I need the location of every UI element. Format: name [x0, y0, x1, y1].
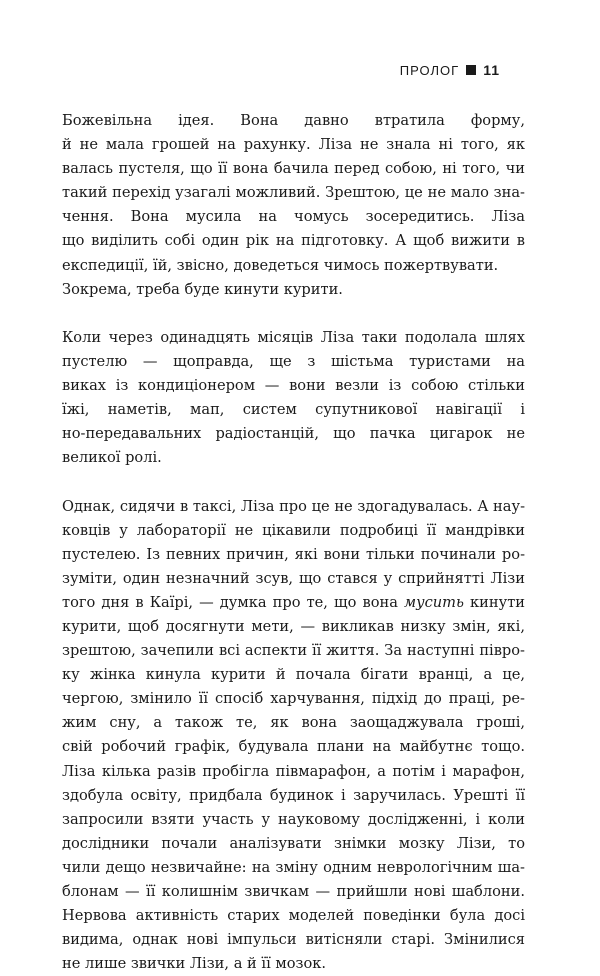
paragraph-2: [62, 326, 525, 471]
paragraph-3: [62, 495, 525, 976]
text-line: свій робочий графік, будувала плани на майбутнє тощо.: [62, 735, 525, 759]
text-line: Ліза кілька разів пробігла півмарафон, а потім і марафон,: [62, 760, 525, 784]
text-line: великої ролі.: [62, 446, 525, 470]
text-line: чення. Вона мусила на чомусь зосередитись. Ліза: [62, 205, 525, 229]
text-line: пустелю — щоправда, ще з шістьма туристами на: [62, 350, 525, 374]
text-line: чили дещо незвичайне: на зміну одним неврологічним ша-: [62, 856, 525, 880]
text-line: Коли через одинадцять місяців Ліза таки подолала шлях: [62, 326, 525, 350]
text-line: валась пустеля, що її вона бачила перед собою, ні того, чи: [62, 157, 525, 181]
square-bullet-icon: [466, 65, 476, 75]
body-text: [62, 109, 525, 976]
text-line: не лише звички Лізи, а й її мозок.: [62, 952, 525, 976]
paragraph-1: [62, 109, 525, 302]
text-line: Божевільна ідея. Вона давно втратила форму,: [62, 109, 525, 133]
text-line: такий перехід узагалі можливий. Зрештою, це не мало зна-: [62, 181, 525, 205]
text-line: ковців у лабораторії не цікавили подробиці її мандрівки: [62, 519, 525, 543]
text-line: блонам — її колишнім звичкам — прийшли нові шаблони.: [62, 880, 525, 904]
text-line: їжі, наметів, мап, систем супутникової навігації і: [62, 398, 525, 422]
text-line: зрештою, зачепили всі аспекти її життя. За наступні півро-: [62, 639, 525, 663]
text-line-with-emphasis: того дня в Каїрі, — думка про те, що вона мусить кинути: [62, 591, 525, 615]
text-line: Зокрема, треба буде кинути курити.: [62, 278, 525, 302]
text-line: чергою, змінило її спосіб харчування, підхід до праці, ре-: [62, 687, 525, 711]
text-line: виках із кондиціонером — вони везли із собою стільки: [62, 374, 525, 398]
text-line: но-передавальних радіостанцій, що пачка цигарок не: [62, 422, 525, 446]
text-line: видима, однак нові імпульси витісняли старі. Змінилися: [62, 928, 525, 952]
text-line: запросили взяти участь у науковому дослідженні, і коли: [62, 808, 525, 832]
text-line: курити, щоб досягнути мети, — викликав низку змін, які,: [62, 615, 525, 639]
text-line: жим сну, а також те, як вона заощаджувала гроші,: [62, 711, 525, 735]
text-line: здобула освіту, придбала будинок і заручилась. Урешті її: [62, 784, 525, 808]
running-head: [400, 62, 500, 78]
text-line: пустелею. Із певних причин, які вони тільки починали ро-: [62, 543, 525, 567]
text-line: ку жінка кинула курити й почала бігати вранці, а це,: [62, 663, 525, 687]
text-line: й не мала грошей на рахунку. Ліза не знала ні того, як: [62, 133, 525, 157]
text-line: дослідники почали аналізувати знімки мозку Лізи, то: [62, 832, 525, 856]
emphasized-word: мусить: [404, 594, 464, 611]
section-title: ПРОЛОГ: [400, 63, 459, 78]
text-line: експедиції, їй, звісно, доведеться чимось пожертвувати.: [62, 254, 525, 278]
text-line: зуміти, один незначний зсув, що стався у сприйнятті Лізи: [62, 567, 525, 591]
text-line: Нервова активність старих моделей поведінки була досі: [62, 904, 525, 928]
text-line: що виділить собі один рік на підготовку. А щоб вижити в: [62, 229, 525, 253]
page-number: 11: [483, 62, 500, 78]
text-line: Однак, сидячи в таксі, Ліза про це не здогадувалась. А нау-: [62, 495, 525, 519]
